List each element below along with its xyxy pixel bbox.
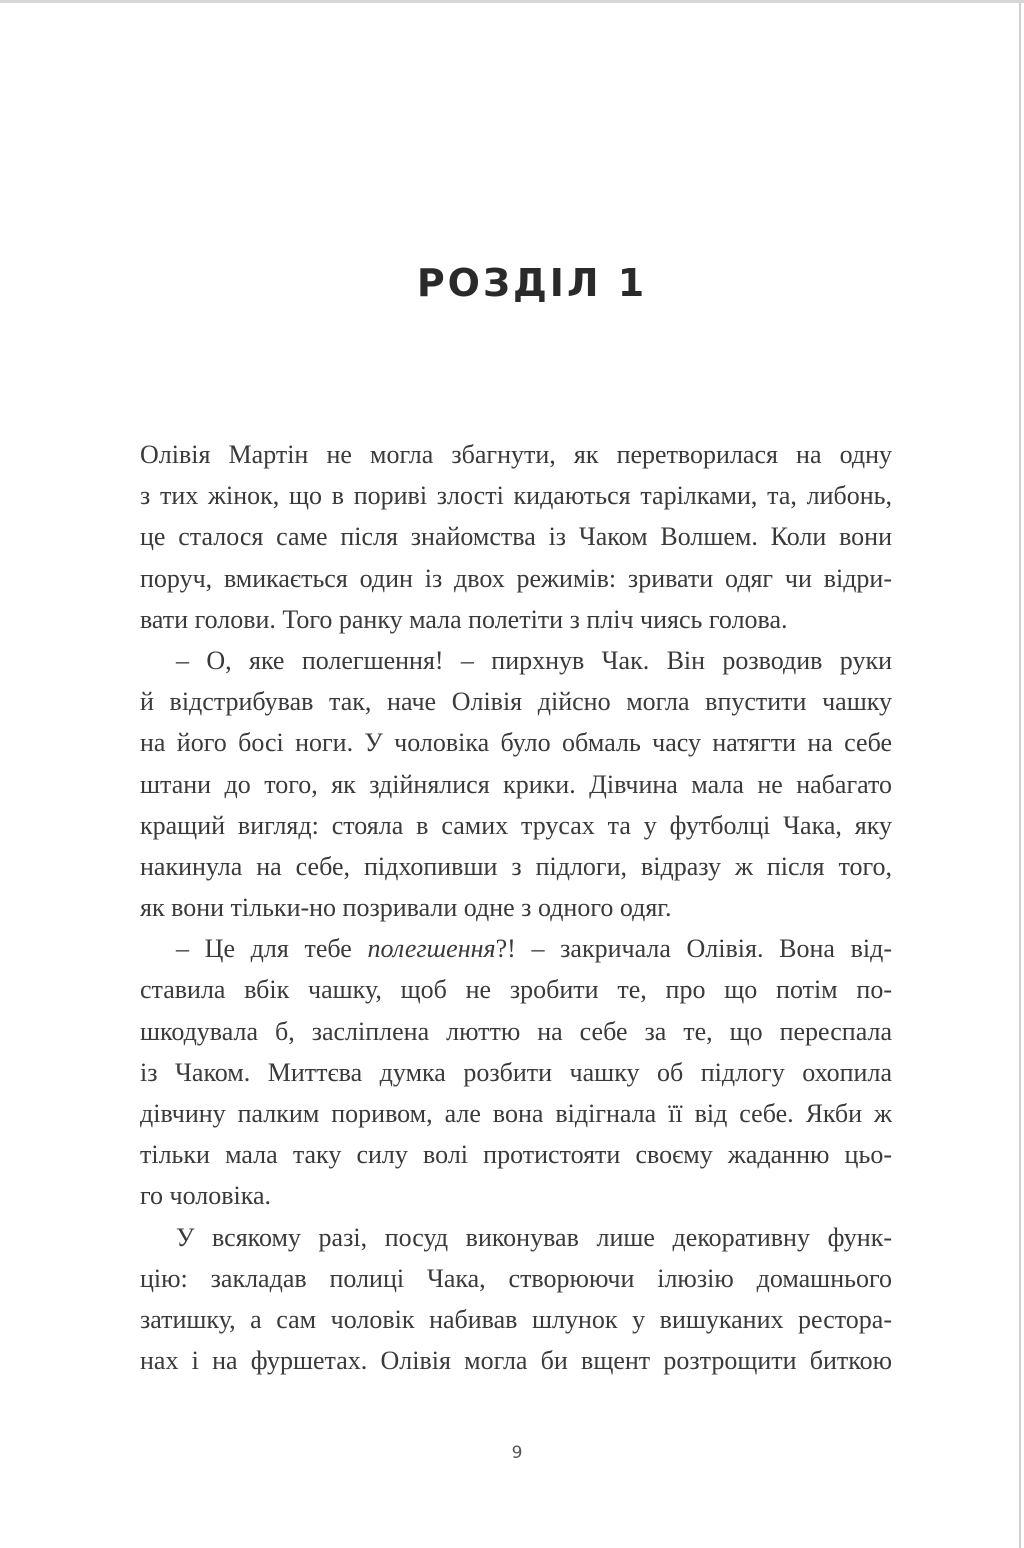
- chapter-title: РОЗДІЛ 1: [416, 261, 648, 305]
- italic-emphasis: полегшення: [367, 934, 496, 964]
- text-line: Олівія Мартін не могла збагнути, як перетворилася на одну: [140, 440, 892, 469]
- paragraph: [140, 928, 892, 1216]
- text-line: тільки мала таку силу волі протистояти своєму жаданню цьо-: [140, 1140, 892, 1170]
- text-line: це сталося саме після знайомства із Чаком Волшем. Коли вони: [140, 522, 892, 552]
- body-text: [140, 434, 892, 1381]
- text-line: ставила вбік чашку, щоб не зробити те, про що потім по-: [140, 975, 892, 1005]
- paragraph: [140, 640, 892, 928]
- paragraph: [140, 1217, 892, 1382]
- text-line: кращий вигляд: стояла в самих трусах та у футболці Чака, яку: [140, 810, 892, 840]
- text-line: на його босі ноги. У чоловіка було обмаль часу натягти на себе: [140, 728, 892, 758]
- text-line: й відстрибував так, наче Олівія дійсно могла впустити чашку: [140, 687, 892, 717]
- text-line: затишку, а сам чоловік набивав шлунок у вишуканих рестора-: [140, 1304, 892, 1334]
- text-line: шкодувала б, засліплена люттю на себе за те, що переспала: [140, 1016, 892, 1046]
- text-line: цію: закладав полиці Чака, створюючи ілюзію домашнього: [140, 1263, 892, 1293]
- text-segment: – Це для тебе: [176, 934, 368, 964]
- text-line: поруч, вмикається один із двох режимів: зривати одяг чи відри-: [140, 563, 892, 593]
- text-line: дівчину палким поривом, але вона відігнала її від себе. Якби ж: [140, 1099, 892, 1128]
- text-line: штани до того, як здійнялися крики. Дівчина мала не набагато: [140, 769, 892, 799]
- text-segment: ?! – закричала Олівія. Вона від-: [495, 934, 893, 964]
- paragraph: [140, 434, 892, 640]
- page-number: 9: [511, 1443, 523, 1463]
- text-line: накинула на себе, підхопивши з підлоги, відразу ж після того,: [140, 851, 892, 881]
- text-line: нах і на фуршетах. Олівія могла би вщент розтрощити биткою: [140, 1346, 892, 1376]
- text-line: – О, яке полегшення! – пирхнув Чак. Він розводив руки: [176, 645, 892, 675]
- text-line: вати голови. Того ранку мала полетіти з пліч чиясь голова.: [140, 604, 788, 634]
- text-line: із Чаком. Миттєва думка розбити чашку об підлогу охопила: [140, 1057, 892, 1087]
- text-line: У всякому разі, посуд виконував лише декоративну функ-: [176, 1222, 892, 1252]
- text-line: як вони тільки-но позривали одне з одного одяг.: [140, 893, 672, 923]
- page-edge: [1019, 3, 1021, 1548]
- text-line: го чоловіка.: [140, 1181, 272, 1211]
- text-line: [140, 928, 892, 969]
- text-line: з тих жінок, що в пориві злості кидаються тарілками, та, либонь,: [140, 481, 892, 511]
